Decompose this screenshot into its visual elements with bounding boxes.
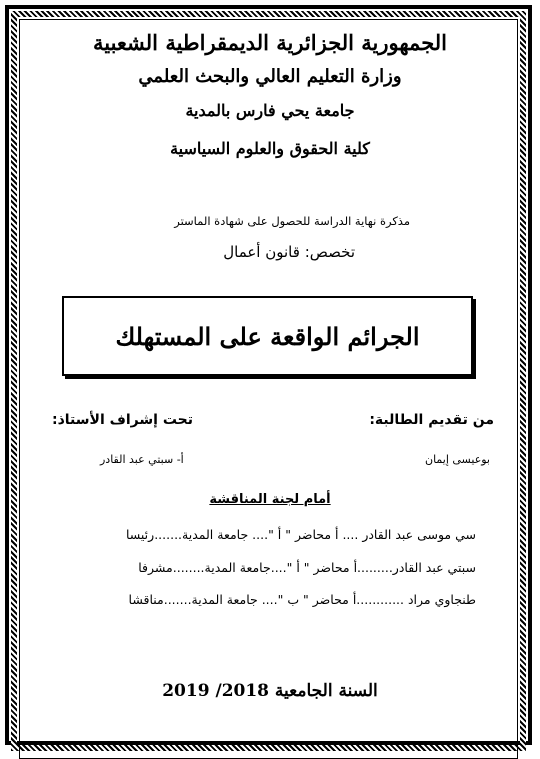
jury-title: أمام لجنة المناقشة [209,492,331,507]
jury-member: سي موسى عبد القادر .... أ محاضر " أ ".... جامعة المدية.......رئيسا [125,527,476,542]
page-border-inner [19,19,518,759]
jury-member: سبتي عبد القادر.........أ محاضر " أ "....جامعة المدية........مشرفا [138,560,476,575]
thesis-title: الجرائم الواقعة على المستهلك [115,321,420,351]
student-label: من تقديم الطالبة: [369,412,494,428]
supervisor-label: تحت إشراف الأستاذ: [52,412,193,428]
university-heading: جامعة يحي فارس بالمدية [185,101,355,120]
republic-heading: الجمهورية الجزائرية الديمقراطية الشعبية [92,30,447,55]
thesis-title-box [62,296,473,376]
student-name: بوعيسى إيمان [424,453,490,466]
specialty-line: تخصص: قانون أعمال [223,243,355,261]
jury-member: طنجاوي مراد ............أ محاضر " ب ".... جامعة المدية.......مناقشا [128,592,476,607]
academic-year: السنة الجامعية 2018/ 2019 [162,681,378,701]
ministry-heading: وزارة التعليم العالي والبحث العلمي [138,66,402,87]
supervisor-name: أ- سبتي عبد القادر [100,453,184,466]
memo-line: مذكرة نهاية الدراسة للحصول على شهادة الماستر [174,214,410,228]
faculty-heading: كلية الحقوق والعلوم السياسية [170,139,370,158]
